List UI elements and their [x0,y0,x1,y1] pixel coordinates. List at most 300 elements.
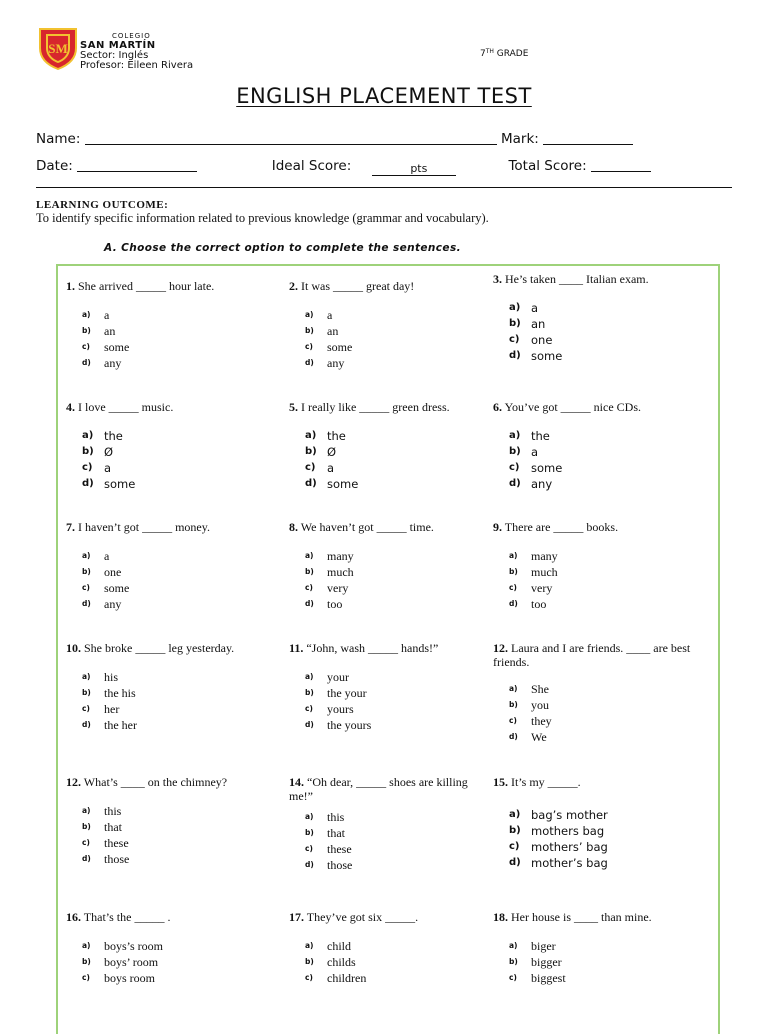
option-a[interactable] [493,548,698,564]
option-text: child [327,939,351,953]
option-text: We [531,730,547,744]
question-3 [493,272,698,364]
option-letter: c) [305,844,313,853]
logo-letters: SM [48,41,68,56]
option-text: that [327,826,345,840]
option-c[interactable] [289,701,494,717]
option-list [66,938,271,986]
option-letter: b) [305,957,314,966]
option-d[interactable] [66,355,271,371]
option-text: too [531,597,547,611]
school-crest-logo [38,26,78,70]
question-prompt: There are _____ books. [504,520,619,534]
option-letter: d) [82,599,91,608]
option-letter: c) [509,334,520,345]
question-11 [289,641,494,733]
option-text: boys’ room [104,955,159,969]
option-letter: a) [82,941,91,950]
total-score-blank[interactable] [591,158,651,172]
option-text: any [531,477,553,491]
option-c[interactable] [66,970,271,986]
question-number: 15. [493,775,508,789]
option-text: this [104,804,122,818]
option-list [66,669,271,733]
question-prompt: “Oh dear, _____ shoes are killing me!” [289,775,468,803]
option-text: mothers bag [531,824,605,838]
option-text: those [327,858,353,872]
option-c[interactable] [493,839,698,855]
option-c[interactable] [493,332,698,348]
question-number: 6. [493,400,502,414]
option-text: the your [327,686,367,700]
option-letter: d) [509,599,518,608]
question-text [66,910,271,924]
option-text: your [327,670,349,684]
option-text: Ø [104,445,114,459]
question-number: 10. [66,641,81,655]
option-b[interactable] [66,323,271,339]
total-score-label: Total Score: [508,158,587,174]
option-text: they [531,714,552,728]
header-divider [36,187,732,188]
option-letter: c) [509,716,517,725]
question-prompt: I love _____ music. [78,400,174,414]
option-text: bigger [531,955,562,969]
question-text [493,775,698,789]
option-letter: c) [509,583,517,592]
option-d[interactable] [493,855,698,871]
option-text: the [327,429,346,443]
option-d[interactable] [289,355,494,371]
option-text: her [104,702,120,716]
option-c[interactable] [289,460,494,476]
option-text: an [531,317,546,331]
question-number: 18. [493,910,508,924]
option-a[interactable] [289,428,494,444]
option-letter: a) [305,812,314,821]
option-letter: c) [82,704,90,713]
school-info [80,31,193,71]
option-list [493,938,698,986]
option-list [493,807,698,871]
option-letter: b) [82,446,94,457]
option-text: you [531,698,549,712]
option-letter: b) [305,828,314,837]
question-prompt: That’s the _____ . [83,910,171,924]
option-text: much [327,565,354,579]
option-text: biggest [531,971,566,985]
question-text [493,910,698,924]
option-c[interactable] [66,580,271,596]
option-text: any [104,356,122,370]
question-number: 11. [289,641,304,655]
name-label: Name: [36,131,81,147]
option-b[interactable] [66,954,271,970]
option-d[interactable] [493,596,698,612]
option-d[interactable] [493,348,698,364]
question-prompt: He’s taken ____ Italian exam. [505,272,649,286]
question-text [289,641,494,655]
question-5 [289,400,494,492]
ideal-score-label: Ideal Score: [271,158,352,174]
option-letter: b) [305,326,314,335]
question-number: 16. [66,910,81,924]
option-a[interactable] [493,938,698,954]
question-number: 1. [66,279,75,293]
option-text: a [531,445,539,459]
option-letter: b) [509,446,521,457]
option-d[interactable] [66,851,271,867]
option-list [289,809,494,873]
question-text [66,520,271,534]
option-letter: d) [305,478,317,489]
option-letter: a) [509,684,518,693]
section-a-instructions: A. Choose the correct option to complete the sentences. [104,242,461,254]
question-text [493,520,698,534]
question-prompt: What’s ____ on the chimney? [83,775,228,789]
option-b[interactable] [493,564,698,580]
option-letter: b) [509,318,521,329]
question-12 [493,641,698,745]
option-list [66,307,271,371]
question-prompt: They’ve got six _____. [306,910,419,924]
option-letter: a) [305,672,314,681]
option-b[interactable] [493,954,698,970]
option-b[interactable] [66,444,271,460]
option-c[interactable] [66,835,271,851]
option-text: boys room [104,971,155,985]
option-a[interactable] [289,307,494,323]
learning-outcome-text: To identify specific information related to previous knowledge (grammar and vocabulary). [36,211,489,225]
question-text [66,279,271,293]
question-prompt: I haven’t got _____ money. [78,520,210,534]
option-letter: a) [509,551,518,560]
option-b[interactable] [493,444,698,460]
option-b[interactable] [289,954,494,970]
option-text: many [327,549,354,563]
option-list [66,428,271,492]
question-prompt: Laura and I are friends. ____ are best friends. [493,641,691,669]
option-a[interactable] [289,938,494,954]
option-list [66,803,271,867]
question-text [493,272,698,286]
question-text [66,400,271,414]
option-a[interactable] [493,300,698,316]
question-prompt: She arrived _____ hour late. [78,279,215,293]
option-a[interactable] [66,803,271,819]
question-prompt: It was _____ great day! [301,279,415,293]
question-number: 9. [493,520,502,534]
option-b[interactable] [66,685,271,701]
option-b[interactable] [66,819,271,835]
option-letter: c) [305,704,313,713]
date-label: Date: [36,158,73,174]
option-b[interactable] [289,444,494,460]
option-letter: c) [305,583,313,592]
option-letter: b) [305,567,314,576]
option-list [493,428,698,492]
question-number: 12. [66,775,81,789]
option-letter: a) [305,430,317,441]
option-d[interactable] [493,729,698,745]
option-letter: b) [82,326,91,335]
option-list [493,300,698,364]
option-letter: c) [82,838,90,847]
option-text: mothers’ bag [531,840,608,854]
question-17 [289,910,494,986]
colegio-label: COLEGIO [112,32,151,40]
option-d[interactable] [66,717,271,733]
option-letter: a) [305,551,314,560]
option-letter: a) [509,430,521,441]
question-prompt: It’s my _____. [511,775,581,789]
option-d[interactable] [289,476,494,492]
question-number: 17. [289,910,304,924]
option-letter: a) [82,310,91,319]
question-number: 8. [289,520,298,534]
option-c[interactable] [493,970,698,986]
option-c[interactable] [289,970,494,986]
option-b[interactable] [289,564,494,580]
option-text: some [531,461,563,475]
option-text: many [531,549,558,563]
option-letter: b) [509,957,518,966]
option-d[interactable] [289,596,494,612]
option-text: any [104,597,122,611]
question-text [493,641,698,669]
question-prompt: I really like _____ green dress. [301,400,450,414]
option-b[interactable] [289,323,494,339]
option-letter: c) [305,973,313,982]
option-list [493,548,698,612]
option-text: bag’s mother [531,808,608,822]
option-b[interactable] [493,823,698,839]
option-a[interactable] [493,807,698,823]
option-a[interactable] [493,428,698,444]
option-c[interactable] [66,701,271,717]
option-c[interactable] [493,460,698,476]
option-text: an [327,324,339,338]
option-c[interactable] [66,339,271,355]
option-letter: c) [509,462,520,473]
question-14 [289,775,494,873]
option-letter: a) [509,302,521,313]
option-d[interactable] [289,857,494,873]
option-text: one [531,333,553,347]
option-c[interactable] [66,460,271,476]
option-text: some [104,477,136,491]
ideal-score-blank: pts [372,162,456,176]
option-a[interactable] [66,548,271,564]
grade-label: 7TH GRADE [480,48,529,59]
date-blank[interactable] [77,158,197,172]
option-text: a [327,461,335,475]
option-c[interactable] [493,713,698,729]
option-text: very [327,581,349,595]
option-text: much [531,565,558,579]
option-text: the [531,429,550,443]
option-letter: b) [509,700,518,709]
option-letter: a) [509,809,521,820]
option-text: that [104,820,122,834]
question-13 [66,775,271,867]
question-2 [289,279,494,371]
option-letter: a) [509,941,518,950]
option-letter: b) [509,825,521,836]
name-row [36,131,633,147]
option-text: these [327,842,352,856]
question-number: 7. [66,520,75,534]
question-16 [66,910,271,986]
option-text: some [327,340,353,354]
option-text: an [104,324,116,338]
option-text: one [104,565,122,579]
option-list [289,428,494,492]
mark-label: Mark: [500,131,539,147]
question-1 [66,279,271,371]
question-text [493,400,698,414]
option-letter: c) [82,973,90,982]
option-b[interactable] [289,825,494,841]
option-a[interactable] [66,428,271,444]
question-4 [66,400,271,492]
option-text: yours [327,702,354,716]
date-row [36,158,651,176]
option-b[interactable] [66,564,271,580]
option-letter: b) [305,446,317,457]
option-letter: a) [82,672,91,681]
option-letter: d) [509,478,521,489]
sector-label: Sector: Inglés [80,50,149,61]
option-d[interactable] [66,596,271,612]
option-letter: d) [305,599,314,608]
option-text: the his [104,686,136,700]
option-letter: c) [509,973,517,982]
question-6 [493,400,698,492]
option-letter: c) [509,841,520,852]
option-text: She [531,682,549,696]
question-7 [66,520,271,612]
question-text [66,775,271,789]
option-letter: a) [305,310,314,319]
option-text: any [327,356,345,370]
question-text [289,775,494,803]
page-title: ENGLISH PLACEMENT TEST [236,84,532,108]
option-text: biger [531,939,556,953]
option-letter: d) [509,350,521,361]
question-text [289,520,494,534]
option-a[interactable] [66,938,271,954]
option-letter: d) [509,857,521,868]
learning-outcome-title: LEARNING OUTCOME: [36,199,169,211]
option-letter: a) [305,941,314,950]
question-text [289,910,494,924]
option-letter: d) [82,358,91,367]
option-letter: b) [509,567,518,576]
question-number: 5. [289,400,298,414]
option-c[interactable] [289,580,494,596]
option-text: the yours [327,718,372,732]
option-letter: d) [509,732,518,741]
question-number: 14. [289,775,304,789]
option-letter: b) [82,822,91,831]
option-text: this [327,810,345,824]
option-a[interactable] [66,669,271,685]
option-letter: c) [305,462,316,473]
question-15 [493,775,698,871]
option-text: a [104,461,112,475]
option-text: childs [327,955,356,969]
question-8 [289,520,494,612]
option-text: very [531,581,553,595]
option-letter: d) [82,854,91,863]
option-text: the [104,429,123,443]
option-d[interactable] [289,717,494,733]
school-name: SAN MARTÍN [80,40,156,51]
option-text: a [104,308,110,322]
option-letter: a) [82,806,91,815]
question-prompt: We haven’t got _____ time. [300,520,434,534]
option-a[interactable] [66,307,271,323]
option-b[interactable] [289,685,494,701]
question-text [289,279,494,293]
option-list [289,938,494,986]
question-number: 2. [289,279,298,293]
name-blank[interactable] [85,131,497,145]
option-text: Ø [327,445,337,459]
option-a[interactable] [289,548,494,564]
option-letter: d) [305,860,314,869]
question-9 [493,520,698,612]
question-number: 12. [493,641,508,655]
option-list [493,681,698,745]
option-a[interactable] [289,809,494,825]
option-text: some [327,477,359,491]
option-text: too [327,597,343,611]
option-text: some [531,349,563,363]
option-c[interactable] [493,580,698,596]
option-text: boys’s room [104,939,164,953]
option-text: those [104,852,130,866]
option-letter: b) [82,957,91,966]
question-18 [493,910,698,986]
option-c[interactable] [289,841,494,857]
option-text: children [327,971,367,985]
option-list [289,307,494,371]
mark-blank[interactable] [543,131,633,145]
option-text: a [104,549,110,563]
option-b[interactable] [493,697,698,713]
option-a[interactable] [493,681,698,697]
question-text [289,400,494,414]
question-number: 4. [66,400,75,414]
option-letter: b) [82,567,91,576]
option-d[interactable] [66,476,271,492]
option-text: some [104,581,130,595]
option-letter: d) [82,478,94,489]
option-a[interactable] [289,669,494,685]
option-c[interactable] [289,339,494,355]
option-b[interactable] [493,316,698,332]
question-prompt: She broke _____ leg yesterday. [84,641,235,655]
question-text [66,641,271,655]
option-letter: c) [82,462,93,473]
option-letter: b) [305,688,314,697]
option-d[interactable] [493,476,698,492]
question-prompt: “John, wash _____ hands!” [306,641,439,655]
option-letter: c) [305,342,313,351]
option-text: some [104,340,130,354]
